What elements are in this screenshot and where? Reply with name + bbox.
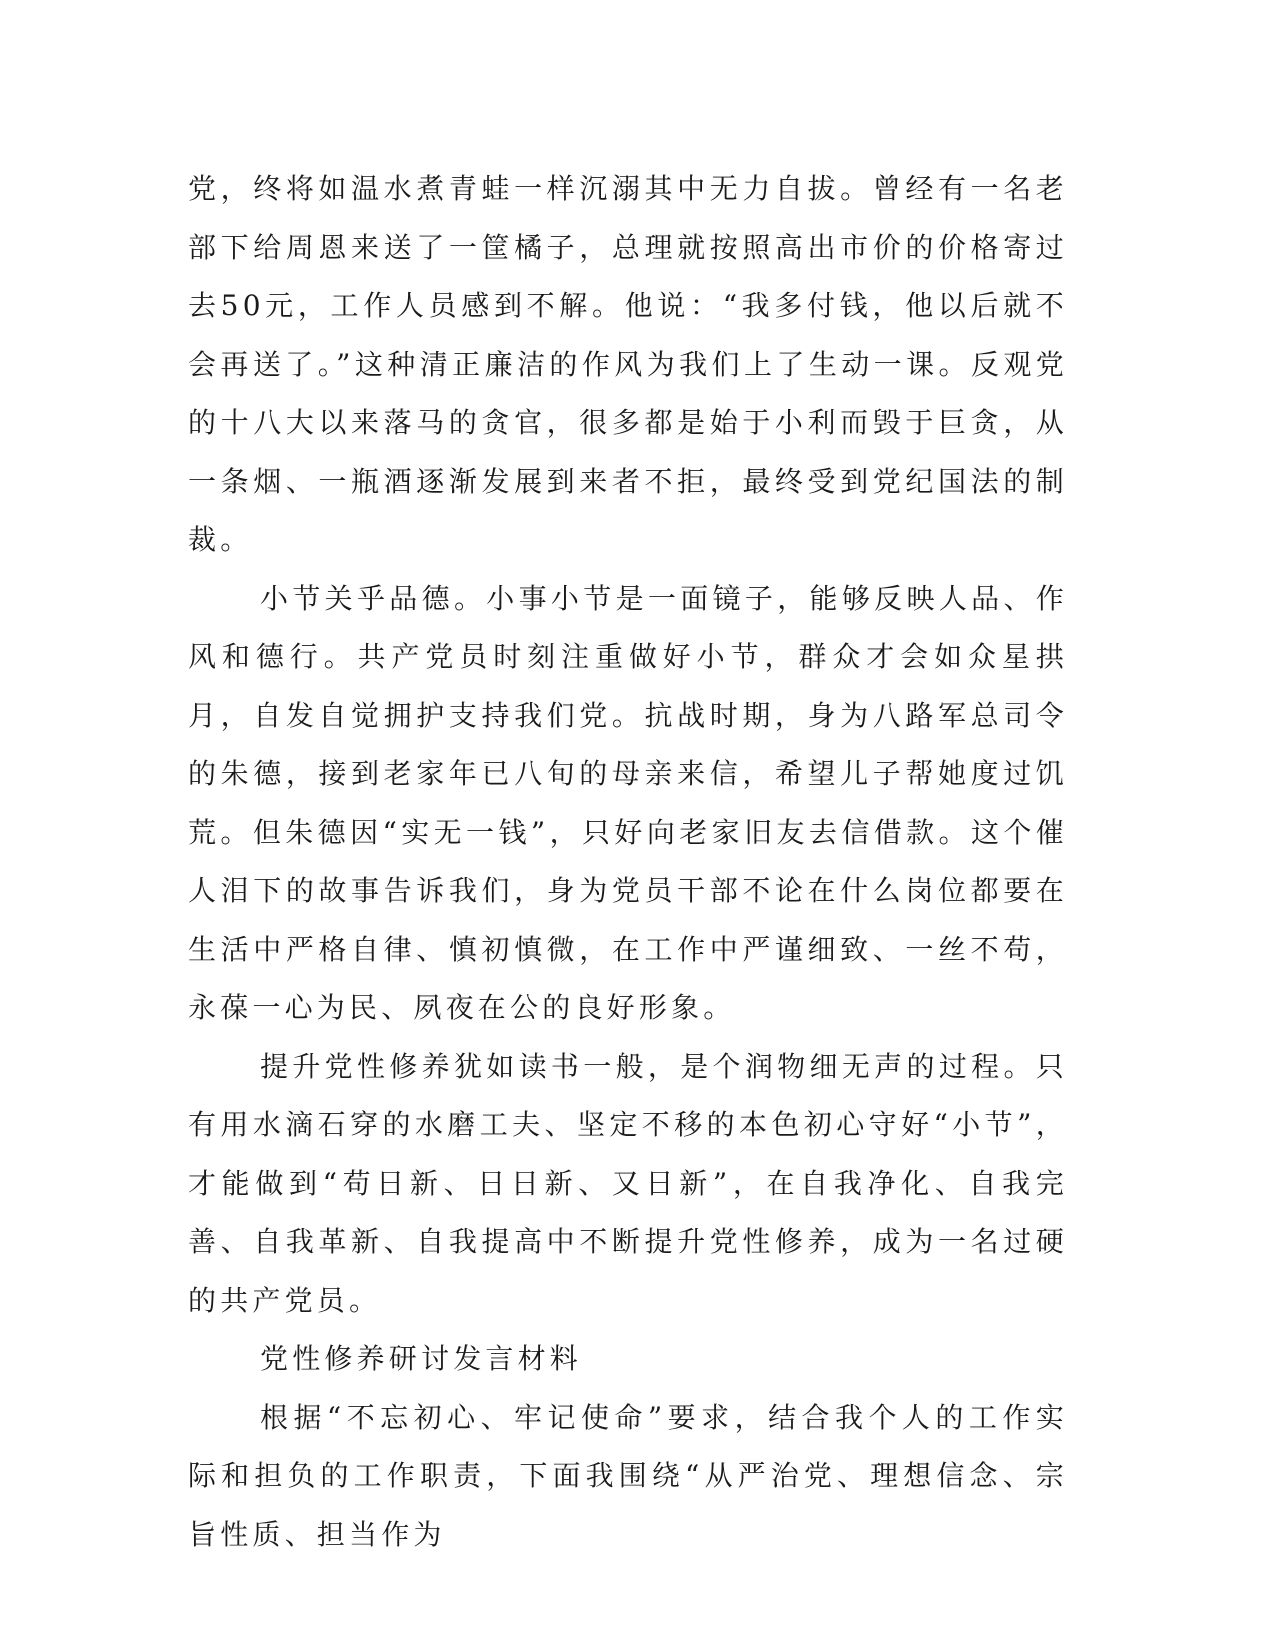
document-body bbox=[188, 160, 1068, 1564]
paragraph-integrity-anecdote: 党，终将如温水煮青蛙一样沉溺其中无力自拔。曾经有一名老部下给周恩来送了一筐橘子，总理就按照高出市价的价格寄过去50元，工作人员感到不解。他说：“我多付钱，他以后就不会再送了。”这种清正廉洁的作风为我们上了生动一课。反观党的十八大以来落马的贪官，很多都是始于小利而毁于巨贪，从一条烟、一瓶酒逐渐发展到来者不拒，最终受到党纪国法的制裁。 bbox=[188, 172, 1068, 556]
paragraph-minor-details-morality: 小节关乎品德。小事小节是一面镜子，能够反映人品、作风和德行。共产党员时刻注重做好小节，群众才会如众星拱月，自发自觉拥护支持我们党。抗战时期，身为八路军总司令的朱德，接到老家年已八旬的母亲来信，希望儿子帮她度过饥荒。但朱德因“实无一钱”，只好向老家旧友去信借款。这个催人泪下的故事告诉我们，身为党员干部不论在什么岗位都要在生活中严格自律、慎初慎微，在工作中严谨细致、一丝不苟，永葆一心为民、夙夜在公的良好形象。 bbox=[188, 581, 1068, 1024]
paragraph-intro-statement: 根据“不忘初心、牢记使命”要求，结合我个人的工作实际和担负的工作职责，下面我围绕“从严治党、理想信念、宗旨性质、担当作为 bbox=[188, 1400, 1068, 1551]
section-heading: 党性修养研讨发言材料 bbox=[260, 1342, 583, 1375]
paragraph-cultivation-process: 提升党性修养犹如读书一般，是个润物细无声的过程。只有用水滴石穿的水磨工夫、坚定不移的本色初心守好“小节”，才能做到“苟日新、日日新、又日新”，在自我净化、自我完善、自我革新、自我提高中不断提升党性修养，成为一名过硬的共产党员。 bbox=[188, 1049, 1068, 1317]
